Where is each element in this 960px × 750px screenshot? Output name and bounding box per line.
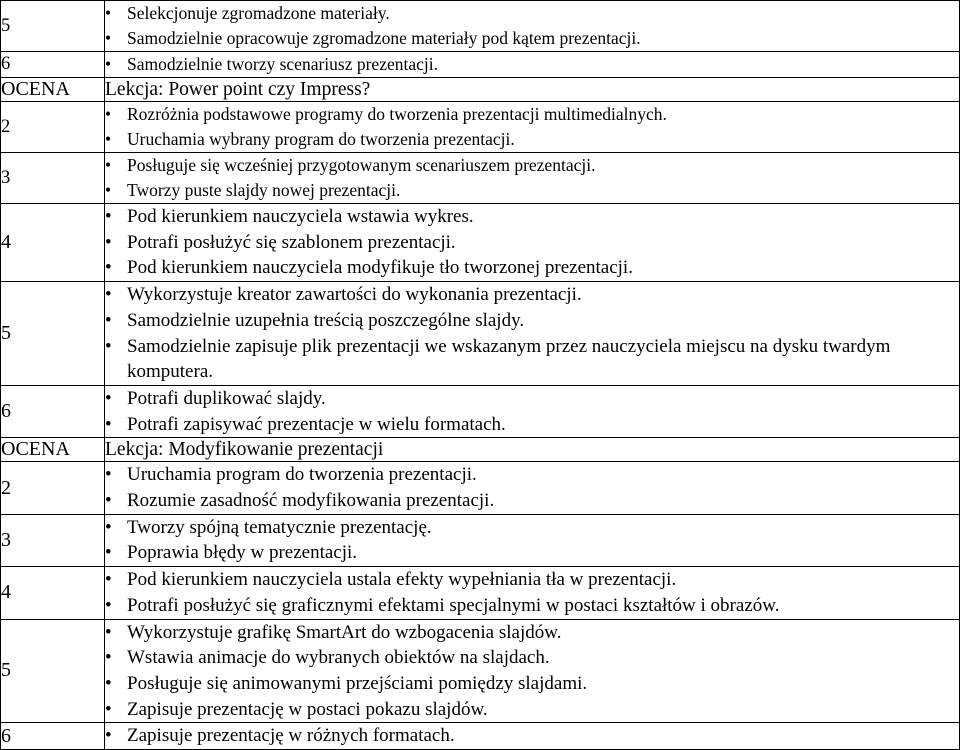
criteria-item bbox=[105, 515, 959, 541]
criteria-text: Rozumie zasadność modyfikowania prezentacji. bbox=[127, 490, 495, 512]
grade-row bbox=[1, 619, 960, 723]
grade-row bbox=[1, 385, 960, 437]
criteria-item bbox=[105, 127, 959, 152]
criteria-item bbox=[105, 102, 959, 127]
criteria-text: Samodzielnie tworzy scenariusz prezentacji. bbox=[127, 54, 438, 74]
criteria-item bbox=[105, 178, 959, 203]
criteria-cell bbox=[105, 567, 960, 619]
criteria-list bbox=[105, 462, 959, 513]
criteria-cell bbox=[105, 153, 960, 204]
bullet-icon: • bbox=[105, 129, 112, 149]
grade-value: 6 bbox=[1, 385, 105, 437]
criteria-text: Rozróżnia podstawowe programy do tworzenia prezentacji multimedialnych. bbox=[127, 104, 667, 124]
criteria-item bbox=[105, 567, 959, 593]
criteria-item bbox=[105, 52, 959, 77]
bullet-icon: • bbox=[105, 257, 112, 279]
criteria-text: Samodzielnie uzupełnia treścią poszczególne slajdy. bbox=[127, 309, 525, 331]
bullet-icon: • bbox=[105, 3, 112, 23]
criteria-text: Wykorzystuje kreator zawartości do wykonania prezentacji. bbox=[127, 284, 582, 306]
criteria-item bbox=[105, 255, 959, 281]
bullet-icon: • bbox=[105, 180, 112, 200]
criteria-list bbox=[105, 515, 959, 566]
criteria-text: Pod kierunkiem nauczyciela wstawia wykres. bbox=[127, 206, 474, 227]
bullet-icon: • bbox=[105, 464, 112, 486]
grade-column-label: OCENA bbox=[1, 78, 105, 102]
criteria-item bbox=[105, 488, 959, 514]
criteria-cell bbox=[105, 52, 960, 78]
grade-value: 5 bbox=[1, 619, 105, 723]
criteria-list bbox=[105, 723, 959, 749]
criteria-text: Zapisuje prezentację w różnych formatach. bbox=[127, 725, 455, 747]
lesson-header-row bbox=[1, 78, 960, 102]
grade-value: 6 bbox=[1, 723, 105, 750]
grade-value: 6 bbox=[1, 52, 105, 78]
table-body bbox=[1, 1, 960, 750]
bullet-icon: • bbox=[105, 335, 112, 357]
criteria-text: Tworzy spójną tematycznie prezentację. bbox=[127, 516, 432, 538]
grade-row bbox=[1, 204, 960, 282]
bullet-icon: • bbox=[105, 542, 112, 564]
criteria-cell bbox=[105, 462, 960, 514]
grade-row bbox=[1, 514, 960, 566]
criteria-item bbox=[105, 593, 959, 619]
grade-value: 5 bbox=[1, 282, 105, 386]
criteria-text: Pod kierunkiem nauczyciela modyfikuje tło tworzonej prezentacji. bbox=[127, 257, 633, 279]
criteria-list bbox=[105, 282, 959, 385]
grade-value: 3 bbox=[1, 153, 105, 204]
bullet-icon: • bbox=[105, 206, 112, 227]
criteria-cell bbox=[105, 514, 960, 566]
criteria-item bbox=[105, 153, 959, 178]
criteria-item bbox=[105, 204, 959, 230]
bullet-icon: • bbox=[105, 309, 112, 331]
criteria-text: Posługuje się animowanymi przejściami pomiędzy slajdami. bbox=[127, 672, 588, 694]
criteria-item bbox=[105, 230, 959, 256]
criteria-cell bbox=[105, 204, 960, 282]
criteria-text: Uruchamia wybrany program do tworzenia prezentacji. bbox=[127, 129, 515, 149]
lesson-title: Lekcja: Modyfikowanie prezentacji bbox=[105, 438, 960, 462]
grade-row bbox=[1, 282, 960, 386]
grade-row bbox=[1, 52, 960, 78]
bullet-icon: • bbox=[105, 725, 112, 747]
criteria-text: Posługuje się wcześniej przygotowanym scenariuszem prezentacji. bbox=[127, 155, 596, 175]
criteria-text: Samodzielnie opracowuje zgromadzone materiały pod kątem prezentacji. bbox=[127, 28, 641, 48]
grade-row bbox=[1, 153, 960, 204]
lesson-header-row bbox=[1, 438, 960, 462]
criteria-list bbox=[105, 102, 959, 152]
criteria-text: Potrafi zapisywać prezentacje w wielu formatach. bbox=[127, 413, 506, 435]
bullet-icon: • bbox=[105, 54, 112, 74]
bullet-icon: • bbox=[105, 594, 112, 616]
criteria-item bbox=[105, 282, 959, 308]
bullet-icon: • bbox=[105, 569, 112, 591]
criteria-text: Zapisuje prezentację w postaci pokazu slajdów. bbox=[127, 698, 488, 720]
criteria-item bbox=[105, 645, 959, 671]
criteria-text: Pod kierunkiem nauczyciela ustala efekty wypełniania tła w prezentacji. bbox=[127, 569, 677, 591]
criteria-item bbox=[105, 26, 959, 51]
grade-row bbox=[1, 567, 960, 619]
criteria-list bbox=[105, 620, 959, 723]
bullet-icon: • bbox=[105, 284, 112, 306]
criteria-list bbox=[105, 204, 959, 281]
grade-value: 4 bbox=[1, 567, 105, 619]
bullet-icon: • bbox=[105, 621, 112, 643]
criteria-list bbox=[105, 52, 959, 77]
bullet-icon: • bbox=[105, 672, 112, 694]
criteria-cell bbox=[105, 102, 960, 153]
grade-column-label: OCENA bbox=[1, 438, 105, 462]
criteria-text: Uruchamia program do tworzenia prezentacji. bbox=[127, 464, 477, 486]
criteria-text: Tworzy puste slajdy nowej prezentacji. bbox=[127, 180, 401, 200]
criteria-item bbox=[105, 1, 959, 26]
criteria-cell bbox=[105, 619, 960, 723]
criteria-cell bbox=[105, 385, 960, 437]
criteria-text: Samodzielnie zapisuje plik prezentacji we wskazanym przez nauczyciela miejscu na dysku twardym komputera. bbox=[127, 335, 891, 383]
criteria-item bbox=[105, 671, 959, 697]
criteria-text: Poprawia błędy w prezentacji. bbox=[127, 542, 358, 564]
grade-row bbox=[1, 102, 960, 153]
grade-value: 3 bbox=[1, 514, 105, 566]
criteria-cell bbox=[105, 1, 960, 52]
grade-row bbox=[1, 1, 960, 52]
grade-value: 2 bbox=[1, 102, 105, 153]
criteria-item bbox=[105, 412, 959, 438]
bullet-icon: • bbox=[105, 155, 112, 175]
criteria-item bbox=[105, 308, 959, 334]
criteria-text: Potrafi posłużyć się graficznymi efektami specjalnymi w postaci kształtów i obrazów. bbox=[127, 594, 780, 616]
criteria-item bbox=[105, 697, 959, 723]
criteria-item bbox=[105, 462, 959, 488]
criteria-list bbox=[105, 1, 959, 51]
grade-value: 4 bbox=[1, 204, 105, 282]
criteria-item bbox=[105, 334, 959, 385]
criteria-text: Potrafi posłużyć się szablonem prezentacji. bbox=[127, 231, 456, 253]
bullet-icon: • bbox=[105, 231, 112, 253]
bullet-icon: • bbox=[105, 104, 112, 124]
bullet-icon: • bbox=[105, 387, 112, 409]
bullet-icon: • bbox=[105, 28, 112, 48]
bullet-icon: • bbox=[105, 490, 112, 512]
bullet-icon: • bbox=[105, 698, 112, 720]
bullet-icon: • bbox=[105, 413, 112, 435]
bullet-icon: • bbox=[105, 516, 112, 538]
criteria-list bbox=[105, 386, 959, 437]
grade-row bbox=[1, 462, 960, 514]
criteria-text: Selekcjonuje zgromadzone materiały. bbox=[127, 3, 390, 23]
criteria-item bbox=[105, 386, 959, 412]
lesson-title: Lekcja: Power point czy Impress? bbox=[105, 78, 960, 102]
criteria-text: Wstawia animacje do wybranych obiektów na slajdach. bbox=[127, 647, 550, 669]
criteria-item bbox=[105, 620, 959, 646]
grade-value: 2 bbox=[1, 462, 105, 514]
criteria-list bbox=[105, 153, 959, 203]
criteria-text: Potrafi duplikować slajdy. bbox=[127, 387, 326, 409]
criteria-cell bbox=[105, 282, 960, 386]
grade-value: 5 bbox=[1, 1, 105, 52]
bullet-icon: • bbox=[105, 647, 112, 669]
criteria-list bbox=[105, 567, 959, 618]
criteria-item bbox=[105, 540, 959, 566]
criteria-text: Wykorzystuje grafikę SmartArt do wzbogacenia slajdów. bbox=[127, 621, 562, 643]
criteria-item bbox=[105, 723, 959, 749]
